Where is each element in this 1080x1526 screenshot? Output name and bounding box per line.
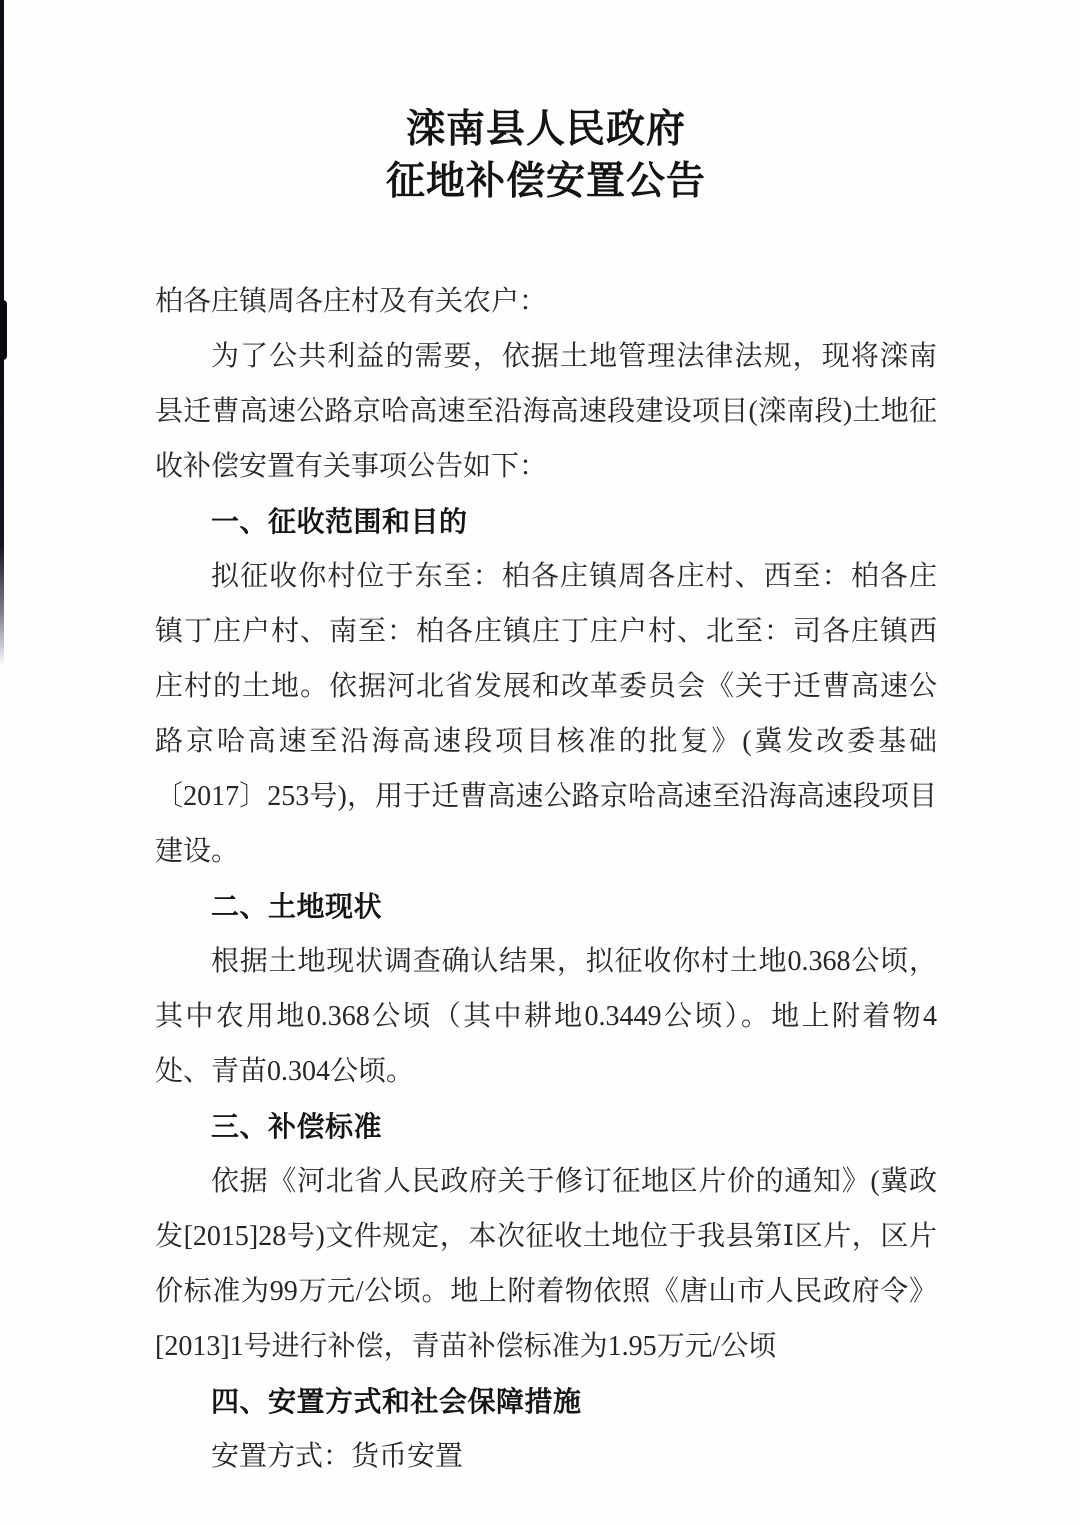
section-heading-3: 三、补偿标准 xyxy=(211,1111,383,1142)
paragraph-compensation: 依据《河北省人民政府关于修订征地区片价的通知》(冀政发[2015]28号)文件规定，本次征收土地位于我县第Ⅰ区片，区片价标准为99万元/公顷。地上附着物依照《唐山市人民政府令》[2013]1号进行补偿，青苗补偿标准为1.95万元/公顷 xyxy=(155,1166,937,1362)
scan-artifact-blob xyxy=(0,300,7,360)
document-body xyxy=(155,274,937,1484)
document-title-line2: 征地补偿安置公告 xyxy=(385,160,706,203)
paragraph-resettlement: 安置方式：货币安置 xyxy=(211,1441,464,1472)
section-heading-4: 四、安置方式和社会保障措施 xyxy=(211,1386,582,1417)
document-title xyxy=(155,0,937,208)
paragraph-land-status: 根据土地现状调查确认结果，拟征收你村土地0.368公顷，其中农用地0.368公顷（其中耕地0.3449公顷）。地上附着物4处、青苗0.304公顷。 xyxy=(155,946,937,1087)
paragraph-scope: 拟征收你村位于东至：柏各庄镇周各庄村、西至：柏各庄镇丁庄户村、南至：柏各庄镇庄丁庄户村、北至：司各庄镇西庄村的土地。依据河北省发展和改革委员会《关于迁曹高速公路京哈高速至沿海高速段项目核准的批复》(冀发改委基础〔2017〕253号)，用于迁曹高速公路京哈高速至沿海高速段项目建设。 xyxy=(155,561,937,867)
paragraph-intro: 为了公共利益的需要，依据土地管理法律法规，现将滦南县迁曹高速公路京哈高速至沿海高速段建设项目(滦南段)土地征收补偿安置有关事项公告如下： xyxy=(155,341,937,482)
document-title-line1: 滦南县人民政府 xyxy=(405,108,686,151)
document-content xyxy=(155,0,937,1484)
greeting-line: 柏各庄镇周各庄村及有关农户： xyxy=(155,286,548,317)
section-heading-2: 二、土地现状 xyxy=(211,891,383,922)
section-heading-1: 一、征收范围和目的 xyxy=(211,506,468,537)
